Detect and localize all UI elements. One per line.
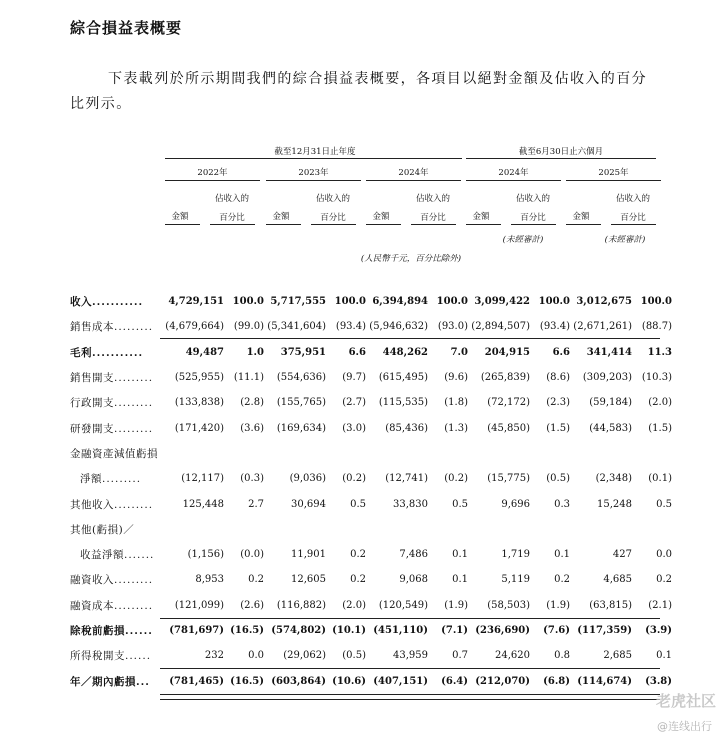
percent-cell: (11.1) [233, 372, 264, 384]
percent-cell: (2.8) [240, 397, 264, 409]
percent-cell: 0.5 [350, 498, 366, 510]
period-2024: 2024年 [398, 168, 429, 178]
amount-cell: (451,110) [373, 625, 428, 636]
intro-line-1: 下表載列於所示期間我們的綜合損益表概要，各項目以絕對金額及佔收入的百分 [108, 71, 647, 87]
amount-cell: 4,685 [603, 574, 632, 586]
percent-cell: (0.5) [342, 650, 366, 662]
amount-cell: (115,535) [378, 397, 428, 409]
percent-cell: (10.6) [332, 675, 366, 687]
percent-cell: (7.6) [543, 625, 570, 636]
amount-cell: (12,117) [181, 473, 224, 485]
row-label: 所得稅開支...... [70, 650, 152, 663]
table-row [70, 517, 672, 542]
amount-cell: (45,850) [487, 422, 530, 434]
amount-cell: 5,119 [501, 574, 530, 586]
percent-cell: (7.1) [441, 625, 468, 636]
percent-cell: (0.1) [648, 473, 672, 485]
amount-cell [570, 441, 632, 466]
subtotal-rule [160, 338, 660, 339]
percent-cell [632, 441, 672, 466]
row-label: 淨額......... [80, 473, 142, 486]
percent-cell: (1.3) [444, 422, 468, 434]
percent-cell: (93.4) [539, 321, 570, 333]
row-label: 銷售成本......... [70, 321, 154, 334]
amount-cell: (1,156) [187, 549, 224, 561]
table-row [70, 441, 672, 466]
percent-cell: (3.9) [645, 625, 672, 636]
percent-cell: (8.6) [546, 372, 570, 384]
amount-cell: 3,012,675 [576, 296, 632, 308]
col-amount: 金額 [572, 212, 590, 222]
group-header-six-months: 截至6月30日止六個月 [518, 147, 604, 157]
amount-cell: (781,465) [169, 675, 224, 687]
row-label: 行政開支......... [70, 397, 154, 410]
amount-cell: (121,099) [174, 599, 224, 611]
amount-cell: 232 [204, 650, 224, 662]
table-row [70, 390, 672, 415]
row-label: 收入........... [70, 296, 144, 309]
amount-cell: 1,719 [501, 549, 530, 561]
subtotal-rule [160, 668, 660, 669]
amount-cell: (574,802) [271, 625, 326, 636]
subheader-rule [311, 224, 356, 225]
group-header-six-rule [466, 158, 656, 159]
percent-cell [428, 517, 468, 542]
amount-cell: 204,915 [484, 346, 530, 358]
col-amount: 金額 [372, 212, 390, 222]
percent-cell: (6.8) [543, 675, 570, 687]
percent-cell [326, 517, 366, 542]
amount-cell: (169,634) [276, 422, 326, 434]
amount-cell: (155,765) [276, 397, 326, 409]
subheader-rule [165, 224, 200, 225]
row-label: 其他收入......... [70, 498, 154, 511]
percent-cell: 0.2 [248, 574, 264, 586]
table-row [70, 340, 672, 365]
amount-cell: (212,070) [475, 675, 530, 687]
amount-cell [162, 517, 224, 542]
percent-cell: 11.3 [647, 346, 672, 358]
table-row [70, 466, 672, 491]
percent-cell: 0.7 [452, 650, 468, 662]
subheader-rule [611, 224, 656, 225]
percent-cell: (93.0) [437, 321, 468, 333]
amount-cell: (63,815) [589, 599, 632, 611]
percent-cell: (1.8) [444, 397, 468, 409]
intro-line-2: 比列示。 [70, 96, 132, 112]
percent-cell: (3.0) [342, 422, 366, 434]
col-pct: 佔收入的 百分比 [214, 194, 249, 223]
percent-cell: 0.1 [452, 549, 468, 561]
subheader-rule [511, 224, 556, 225]
table-row [70, 542, 672, 567]
amount-cell [366, 441, 428, 466]
amount-cell: (9,036) [289, 473, 326, 485]
percent-cell: 0.1 [554, 549, 570, 561]
row-label: 研發開支......... [70, 422, 154, 435]
amount-cell: (114,674) [577, 675, 632, 687]
group-header-year: 截至12月31日止年度 [274, 147, 356, 157]
period-2025-h1: 2025年 [598, 168, 629, 178]
subheader-rule [210, 224, 255, 225]
col-pct: 佔收入的 百分比 [515, 194, 550, 223]
row-label: 融資成本......... [70, 599, 154, 612]
period-rule [165, 180, 260, 181]
amount-cell: 125,448 [182, 498, 224, 510]
percent-cell: 100.0 [334, 296, 366, 308]
percent-cell: 0.2 [554, 574, 570, 586]
row-label: 年／期內虧損... [70, 675, 150, 688]
amount-cell: (615,495) [378, 372, 428, 384]
unaudited-note: (未經審計) [502, 235, 544, 245]
table-row [70, 415, 672, 440]
amount-cell: 9,696 [501, 498, 530, 510]
amount-cell: (4,679,664) [165, 321, 224, 333]
table-row [70, 567, 672, 592]
amount-cell: (603,864) [271, 675, 326, 687]
amount-cell: (525,955) [174, 372, 224, 384]
amount-cell: (59,184) [589, 397, 632, 409]
amount-cell: (171,420) [174, 422, 224, 434]
table-row [70, 668, 672, 693]
percent-cell: (1.5) [546, 422, 570, 434]
row-label: 融資收入......... [70, 574, 154, 587]
amount-cell: (2,348) [595, 473, 632, 485]
percent-cell: (1.5) [648, 422, 672, 434]
amount-cell: 3,099,422 [474, 296, 530, 308]
group-header-year-rule [165, 158, 462, 159]
row-label: 銷售開支......... [70, 372, 154, 385]
amount-cell: 49,487 [185, 346, 224, 358]
col-pct: 佔收入的 百分比 [315, 194, 350, 223]
percent-cell: 100.0 [436, 296, 468, 308]
row-label: 金融資產減值虧損 [70, 447, 158, 460]
row-label: 收益淨額....... [80, 549, 155, 562]
row-label: 毛利........... [70, 346, 144, 359]
income-statement-table [70, 289, 672, 694]
amount-cell: (12,741) [385, 473, 428, 485]
amount-cell: (2,671,261) [573, 321, 632, 333]
period-2023: 2023年 [298, 168, 329, 178]
amount-cell [162, 441, 224, 466]
percent-cell: 6.6 [552, 346, 570, 358]
period-2024-h1: 2024年 [498, 168, 529, 178]
col-amount: 金額 [171, 212, 189, 222]
amount-cell: 30,694 [291, 498, 326, 510]
period-rule [466, 180, 561, 181]
percent-cell: (10.3) [641, 372, 672, 384]
amount-cell: 12,605 [291, 574, 326, 586]
amount-cell: 4,729,151 [168, 296, 224, 308]
amount-cell: (5,946,632) [369, 321, 428, 333]
amount-cell [366, 517, 428, 542]
percent-cell: 7.0 [450, 346, 468, 358]
percent-cell: 100.0 [232, 296, 264, 308]
amount-cell: (72,172) [487, 397, 530, 409]
amount-cell: (29,062) [283, 650, 326, 662]
subheader-rule [411, 224, 456, 225]
table-row [70, 365, 672, 390]
percent-cell: (3.6) [240, 422, 264, 434]
intro-paragraph [70, 67, 670, 117]
percent-cell: 0.8 [554, 650, 570, 662]
percent-cell: 100.0 [538, 296, 570, 308]
percent-cell: (1.9) [444, 599, 468, 611]
percent-cell [326, 441, 366, 466]
percent-cell: (2.7) [342, 397, 366, 409]
table-row [70, 314, 672, 339]
percent-cell: 100.0 [640, 296, 672, 308]
section-heading: 綜合損益表概要 [70, 19, 183, 37]
percent-cell: (16.5) [230, 675, 264, 687]
amount-cell: (44,583) [589, 422, 632, 434]
percent-cell: 0.3 [554, 498, 570, 510]
amount-cell [264, 441, 326, 466]
subtotal-rule [160, 618, 660, 619]
period-rule [266, 180, 361, 181]
percent-cell: 6.6 [348, 346, 366, 358]
percent-cell: (2.6) [240, 599, 264, 611]
percent-cell: (2.1) [648, 599, 672, 611]
row-label: 其他(虧損)／ [70, 523, 135, 536]
percent-cell: (6.4) [441, 675, 468, 687]
col-pct: 佔收入的 百分比 [615, 194, 650, 223]
percent-cell: (0.3) [240, 473, 264, 485]
amount-cell: 2,685 [603, 650, 632, 662]
subheader-rule [466, 224, 501, 225]
percent-cell: (0.2) [444, 473, 468, 485]
percent-cell: 0.1 [452, 574, 468, 586]
amount-cell [468, 517, 530, 542]
amount-cell: 9,068 [399, 574, 428, 586]
watermark-sub: @连线出行 [657, 720, 712, 733]
col-amount: 金額 [472, 212, 490, 222]
subheader-rule [566, 224, 601, 225]
amount-cell: (265,839) [480, 372, 530, 384]
row-label: 除稅前虧損...... [70, 625, 153, 637]
amount-cell: 33,830 [393, 498, 428, 510]
period-rule [566, 180, 661, 181]
amount-cell: 375,951 [280, 346, 326, 358]
table-row [70, 289, 672, 314]
percent-cell: (88.7) [641, 321, 672, 333]
percent-cell: (99.0) [233, 321, 264, 333]
percent-cell: 0.2 [656, 574, 672, 586]
amount-cell: 6,394,894 [372, 296, 428, 308]
unit-note: (人民幣千元，百分比除外) [360, 254, 462, 264]
percent-cell: 0.5 [656, 498, 672, 510]
percent-cell: (16.5) [230, 625, 264, 636]
amount-cell: (117,359) [577, 625, 632, 636]
percent-cell [224, 517, 264, 542]
amount-cell: 427 [612, 549, 632, 561]
col-pct: 佔收入的 百分比 [415, 194, 450, 223]
amount-cell [570, 517, 632, 542]
percent-cell: (9.7) [342, 372, 366, 384]
percent-cell [428, 441, 468, 466]
percent-cell: (1.9) [546, 599, 570, 611]
table-row [70, 643, 672, 668]
percent-cell: 2.7 [248, 498, 264, 510]
percent-cell: 0.2 [350, 549, 366, 561]
percent-cell: (93.4) [335, 321, 366, 333]
percent-cell: 0.2 [350, 574, 366, 586]
percent-cell [632, 517, 672, 542]
watermark-brand: 老虎社区 [655, 692, 716, 710]
amount-cell: 7,486 [399, 549, 428, 561]
amount-cell [468, 441, 530, 466]
percent-cell: (0.2) [342, 473, 366, 485]
total-double-rule [160, 694, 660, 700]
percent-cell: (3.8) [645, 675, 672, 687]
col-amount: 金額 [272, 212, 290, 222]
amount-cell: 448,262 [382, 346, 428, 358]
percent-cell: 0.0 [248, 650, 264, 662]
percent-cell: (9.6) [444, 372, 468, 384]
table-row [70, 618, 672, 643]
amount-cell: (781,697) [169, 625, 224, 636]
percent-cell: (2.3) [546, 397, 570, 409]
percent-cell: (0.0) [240, 549, 264, 561]
percent-cell: 1.0 [246, 346, 264, 358]
amount-cell: (85,436) [385, 422, 428, 434]
amount-cell: 341,414 [586, 346, 632, 358]
table-row [70, 491, 672, 516]
amount-cell: (116,882) [276, 599, 326, 611]
amount-cell: 11,901 [291, 549, 326, 561]
percent-cell [224, 441, 264, 466]
percent-cell: (2.0) [342, 599, 366, 611]
amount-cell: (236,690) [475, 625, 530, 636]
percent-cell [530, 517, 570, 542]
amount-cell: 5,717,555 [270, 296, 326, 308]
amount-cell [264, 517, 326, 542]
amount-cell: 24,620 [495, 650, 530, 662]
amount-cell: (15,775) [487, 473, 530, 485]
percent-cell: 0.0 [656, 549, 672, 561]
amount-cell: (133,838) [174, 397, 224, 409]
percent-cell [530, 441, 570, 466]
percent-cell: (10.1) [332, 625, 366, 636]
table-row [70, 593, 672, 618]
amount-cell: 15,248 [597, 498, 632, 510]
unaudited-note: (未經審計) [604, 235, 646, 245]
period-2022: 2022年 [197, 168, 228, 178]
amount-cell: (407,151) [373, 675, 428, 687]
subheader-rule [366, 224, 401, 225]
percent-cell: 0.1 [656, 650, 672, 662]
amount-cell: (5,341,604) [267, 321, 326, 333]
amount-cell: (309,203) [582, 372, 632, 384]
amount-cell: (58,503) [487, 599, 530, 611]
amount-cell: (120,549) [378, 599, 428, 611]
percent-cell: (0.5) [546, 473, 570, 485]
amount-cell: 43,959 [393, 650, 428, 662]
percent-cell: 0.5 [452, 498, 468, 510]
period-rule [366, 180, 461, 181]
subheader-rule [266, 224, 301, 225]
amount-cell: 8,953 [195, 574, 224, 586]
percent-cell: (2.0) [648, 397, 672, 409]
amount-cell: (554,636) [276, 372, 326, 384]
amount-cell: (2,894,507) [471, 321, 530, 333]
